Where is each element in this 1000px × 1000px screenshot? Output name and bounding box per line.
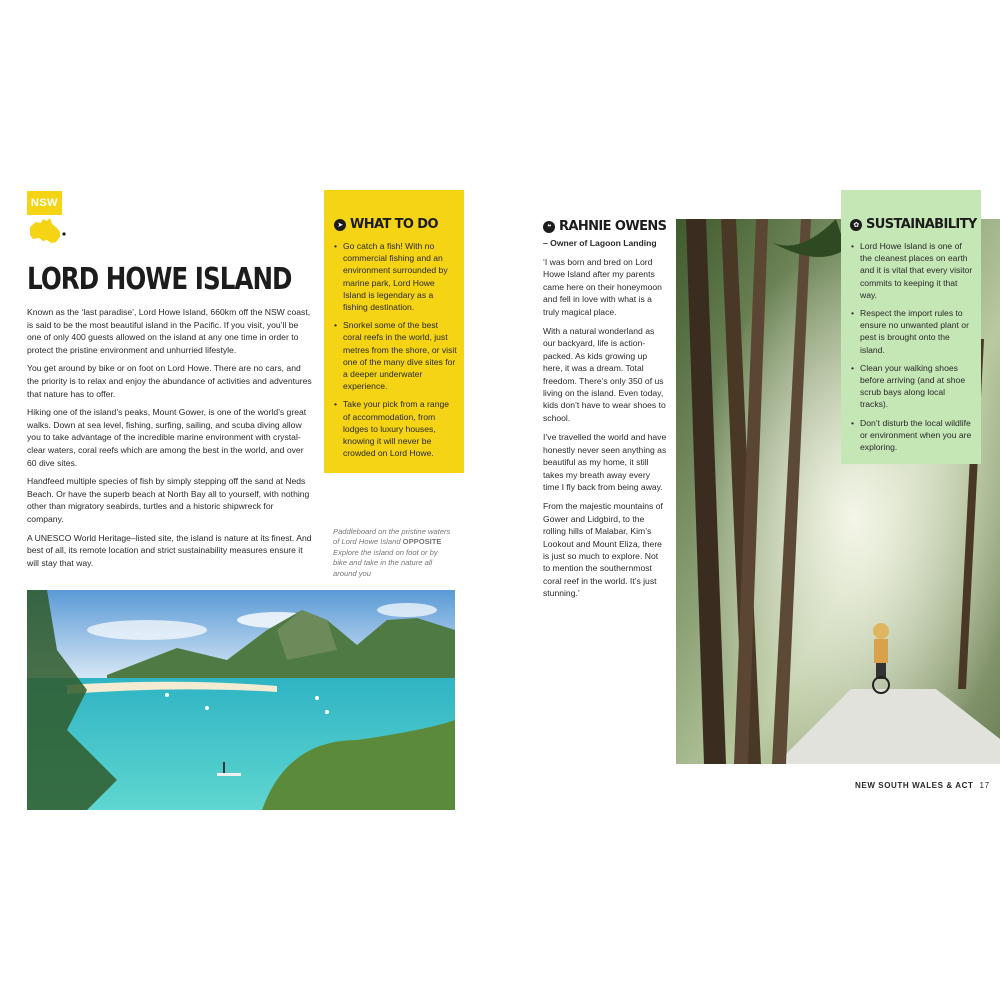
intro-body	[27, 306, 312, 575]
sustainability-title: SUSTAINABILITY	[866, 217, 977, 232]
sustainability-box	[841, 190, 981, 464]
quote-paragraph: I’ve travelled the world and have honestly never seen anything as beautiful as my home, it still takes my breath away every time I fly back from being away.	[543, 432, 667, 492]
australia-map-icon	[27, 215, 67, 247]
quote-subtitle: – Owner of Lagoon Landing	[543, 238, 657, 248]
list-item: • Take your pick from a range of accommodation, from lodges to luxury houses, knowing it will never be crowded on Lord Howe.	[334, 398, 458, 459]
what-to-do-title: WHAT TO DO	[350, 217, 438, 232]
body-paragraph: You get around by bike or on foot on Lord Howe. There are no cars, and the priority is to relax and enjoy the abundance of activities and adventures that nature has to offer.	[27, 363, 312, 399]
quote-paragraph: ‘I was born and bred on Lord Howe Island after my parents came here on their honeymoon and fell in love with what is a truly magical place.	[543, 257, 662, 317]
what-to-do-box	[324, 190, 464, 473]
quote-heading	[543, 219, 666, 234]
photo-caption	[333, 527, 451, 579]
caption-text: Explore the island on foot or by bike and take in the nature all around you	[333, 547, 438, 578]
sustainability-list	[851, 240, 975, 459]
footer-section: NEW SOUTH WALES & ACT	[855, 781, 974, 790]
body-paragraph: A UNESCO World Heritage–listed site, the island is nature at its finest. And best of all, its remote location and strict sustainability measures ensure it will stay that way.	[27, 532, 312, 568]
leaf-icon: ✿	[850, 219, 862, 231]
caption-text: Paddleboard on the pristine waters of Lord Howe Island	[333, 527, 451, 547]
body-paragraph: Handfeed multiple species of fish by simply stepping off the sand at Neds Beach. Or have the superb beach at North Bay all to yourself, with nothing other than migratory seabirds, turtles and a historic shipwreck for company.	[27, 476, 310, 524]
list-item: • Go catch a fish! With no commercial fishing and an environment surrounded by marine park, Lord Howe Island is legendary as a fishing destination.	[334, 240, 458, 313]
quote-paragraph: With a natural wonderland as our backyard, life is action-packed. As kids growing up here, it was a dream. Total freedom. There’s only 350 of us living on the island. Even today, kids don’t have to wear shoes to school.	[543, 326, 666, 423]
state-tag: NSW	[27, 191, 62, 215]
sustainability-heading	[850, 217, 977, 232]
body-paragraph: Hiking one of the island’s peaks, Mount Gower, is one of the world’s great walks. Down at sea level, fishing, surfing, sailing, and scuba diving allow you to take advantage of the incredible marine environment with crystal-clear waters, coral reefs which are among the best in the world, and over 60 dive sites.	[27, 407, 307, 468]
beach-photo	[27, 590, 455, 810]
body-paragraph: Known as the ‘last paradise’, Lord Howe Island, 660km off the NSW coast, is said to be the most beautiful island in the Pacific. If you visit, you’ll be one of only 400 guests allowed on the island at any one time in order to protect the pristine environment and unhurried lifestyle.	[27, 307, 311, 355]
page-title: LORD HOWE ISLAND	[27, 262, 292, 297]
what-to-do-list	[334, 240, 458, 465]
list-item: • Clean your walking shoes before arriving (and at shoe scrub bays along local tracks).	[851, 362, 975, 411]
compass-icon: ➤	[334, 219, 346, 231]
list-item: • Respect the import rules to ensure no unwanted plant or pest is brought onto the island.	[851, 307, 975, 356]
quote-icon: ❝	[543, 221, 555, 233]
caption-opposite: OPPOSITE	[402, 537, 442, 547]
list-item: • Lord Howe Island is one of the cleanest places on earth and it is vital that every visitor commits to keeping it that way.	[851, 240, 975, 301]
list-item: • Don’t disturb the local wildlife or environment when you are exploring.	[851, 417, 975, 454]
page-footer	[855, 781, 990, 790]
what-to-do-heading	[334, 217, 438, 232]
quote-person-name: RAHNIE OWENS	[559, 219, 667, 234]
page-number: 17	[979, 781, 990, 790]
list-item: • Snorkel some of the best coral reefs in the world, just metres from the shore, or visit one of the many dive sites for a deeper underwater experience.	[334, 319, 458, 392]
quote-body	[543, 256, 667, 607]
quote-paragraph: From the majestic mountains of Gower and Lidgbird, to the rolling hills of Malabar, Kim’s Lookout and Mount Eliza, there is just so much to explore. Not to mention the southernmost coral reef in the world. It’s just stunning.’	[543, 501, 663, 599]
